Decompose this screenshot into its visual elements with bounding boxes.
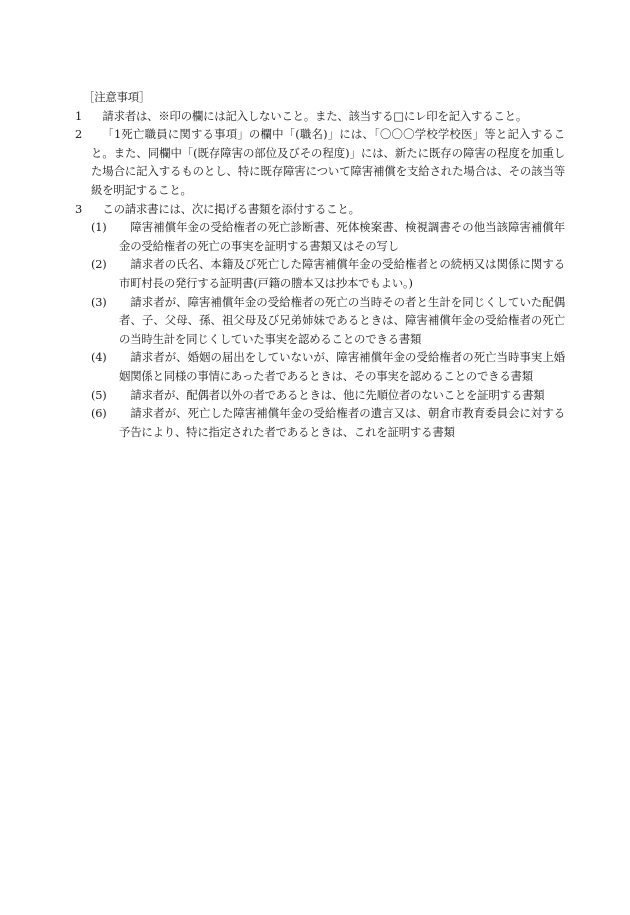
notes-section <box>75 88 565 441</box>
note-text: 請求者は、※印の欄には記入しないこと。また、該当する□にレ印を記入すること。 <box>102 108 528 123</box>
notes-heading: ［注意事項］ <box>83 90 151 104</box>
note-text: この請求書には、次に掲げる書類を添付すること。 <box>102 201 360 216</box>
attachment-item-5 <box>91 386 565 405</box>
attachment-number: (3) <box>91 294 107 309</box>
note-text: 「1死亡職員に関する事項」の欄中「(職名)」には、「〇〇〇学校学校医」等と記入すること。また、同欄中「(既存障害の部位及びその程度)」には、新たに既存の障害の程度を加重した場合に記入するものとし、特に既存障害について障害補償を支給された場合は、その該当等級を明記すること。 <box>91 127 565 197</box>
attachment-number: (5) <box>91 387 107 402</box>
attachment-list <box>91 218 565 441</box>
note-number: 1 <box>75 108 83 123</box>
note-number: 2 <box>75 127 83 142</box>
attachment-number: (6) <box>91 406 107 421</box>
attachment-number: (2) <box>91 257 107 272</box>
attachment-number: (4) <box>91 350 107 365</box>
attachment-item-1 <box>91 218 565 255</box>
attachment-text: 請求者が、障害補償年金の受給権者の死亡の当時その者と生計を同じくしていた配偶者、子、父母、孫、祖父母及び兄弟姉妹であるときは、障害補償年金の受給権者の死亡の当時生計を同じくしていた事実を認めることのできる書類 <box>119 294 565 346</box>
note-number: 3 <box>75 201 83 216</box>
attachment-text: 請求者が、死亡した障害補償年金の受給権者の遺言又は、朝倉市教育委員会に対する予告により、特に指定された者であるときは、これを証明する書類 <box>119 406 565 439</box>
note-item-2 <box>75 125 565 199</box>
attachment-item-6 <box>91 404 565 441</box>
attachment-text: 請求者の氏名、本籍及び死亡した障害補償年金の受給権者との続柄又は関係に関する市町村長の発行する証明書(戸籍の謄本又は抄本でもよい。) <box>119 257 565 290</box>
attachment-text: 請求者が、婚姻の届出をしていないが、障害補償年金の受給権者の死亡当時事実上婚姻関係と同様の事情にあった者であるときは、その事実を認めることのできる書類 <box>119 350 565 383</box>
note-item-1 <box>75 107 565 126</box>
attachment-item-2 <box>91 255 565 292</box>
attachment-number: (1) <box>91 220 107 235</box>
attachment-item-3 <box>91 293 565 349</box>
note-item-3 <box>75 200 565 219</box>
attachment-item-4 <box>91 348 565 385</box>
attachment-text: 障害補償年金の受給権者の死亡診断書、死体検案書、検視調書その他当該障害補償年金の受給権者の死亡の事実を証明する書類又はその写し <box>119 220 565 253</box>
attachment-text: 請求者が、配偶者以外の者であるときは、他に先順位者のないことを証明する書類 <box>130 387 545 402</box>
